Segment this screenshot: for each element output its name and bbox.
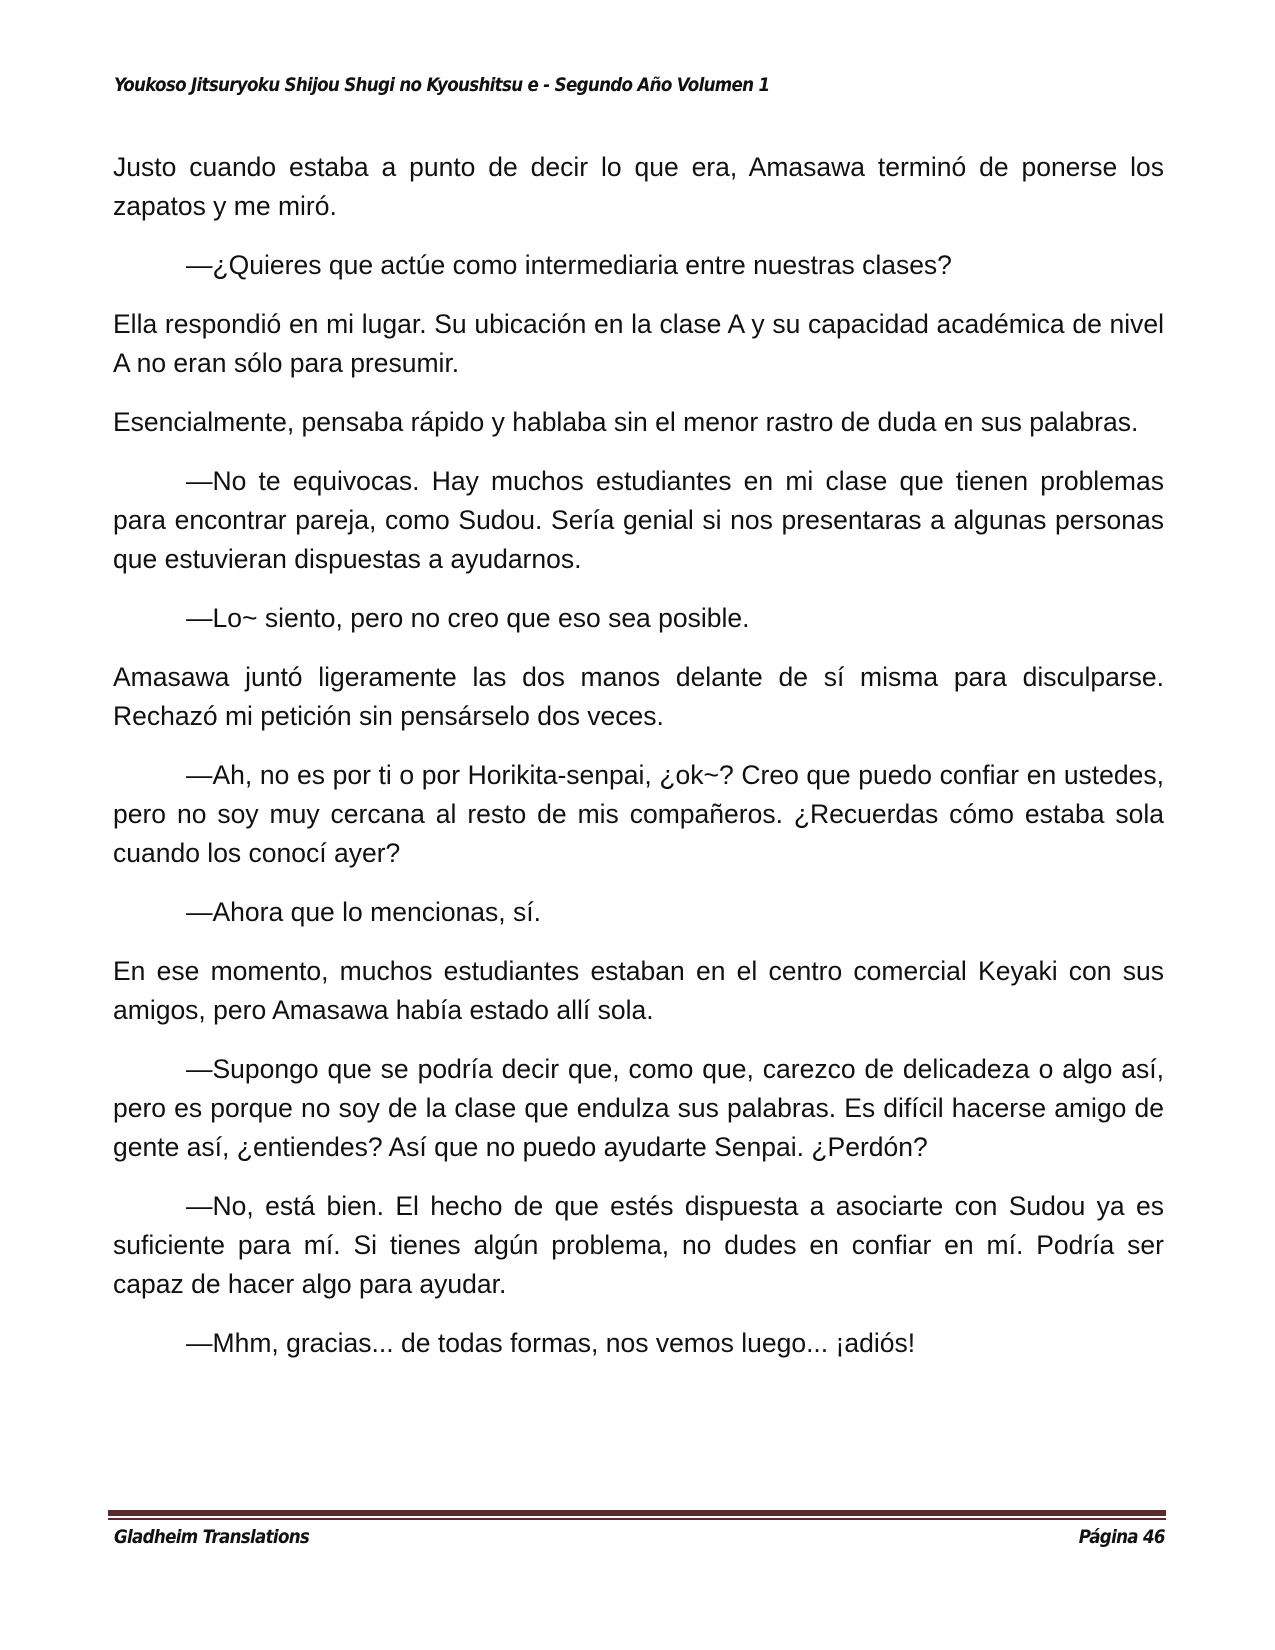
- paragraph: Amasawa juntó ligeramente las dos manos delante de sí misma para disculparse. Rechazó mi petición sin pensárselo dos veces.: [113, 662, 1164, 731]
- body-text: [113, 148, 1164, 1383]
- paragraph: —Mhm, gracias... de todas formas, nos vemos luego... ¡adiós!: [186, 1328, 916, 1358]
- page-number: Página 46: [1078, 1526, 1165, 1548]
- paragraph: —Ahora que lo mencionas, sí.: [186, 897, 541, 927]
- running-header: Youkoso Jitsuryoku Shijou Shugi no Kyoushitsu e - Segundo Año Volumen 1: [114, 74, 770, 96]
- footer-rule-thin: [108, 1518, 1166, 1520]
- paragraph: —Supongo que se podría decir que, como que, carezco de delicadeza o algo así, pero es porque no soy de la clase que endulza sus palabras. Es difícil hacerse amigo de gente así, ¿entiendes? Así que no puedo ayudarte Senpai. ¿Perdón?: [113, 1054, 1164, 1162]
- paragraph: —¿Quieres que actúe como intermediaria entre nuestras clases?: [186, 250, 952, 280]
- paragraph: —Lo~ siento, pero no creo que eso sea posible.: [186, 603, 750, 633]
- paragraph: Esencialmente, pensaba rápido y hablaba sin el menor rastro de duda en sus palabras.: [113, 407, 1139, 437]
- paragraph: Justo cuando estaba a punto de decir lo que era, Amasawa terminó de ponerse los zapatos y me miró.: [113, 152, 1164, 221]
- paragraph: En ese momento, muchos estudiantes estaban en el centro comercial Keyaki con sus amigos, pero Amasawa había estado allí sola.: [113, 956, 1164, 1025]
- paragraph: —No te equivocas. Hay muchos estudiantes en mi clase que tienen problemas para encontrar pareja, como Sudou. Sería genial si nos presentaras a algunas personas que estuvieran dispuestas a ayudarnos.: [113, 466, 1164, 574]
- paragraph: Ella respondió en mi lugar. Su ubicación en la clase A y su capacidad académica de nivel A no eran sólo para presumir.: [113, 309, 1164, 378]
- paragraph: —Ah, no es por ti o por Horikita-senpai, ¿ok~? Creo que puedo confiar en ustedes, pero no soy muy cercana al resto de mis compañeros. ¿Recuerdas cómo estaba sola cuando los conocí ayer?: [113, 760, 1164, 868]
- footer-rule: [108, 1510, 1166, 1516]
- footer-credit: Gladheim Translations: [114, 1526, 310, 1548]
- paragraph: —No, está bien. El hecho de que estés dispuesta a asociarte con Sudou ya es suficiente para mí. Si tienes algún problema, no dudes en confiar en mí. Podría ser capaz de hacer algo para ayudar.: [113, 1191, 1164, 1299]
